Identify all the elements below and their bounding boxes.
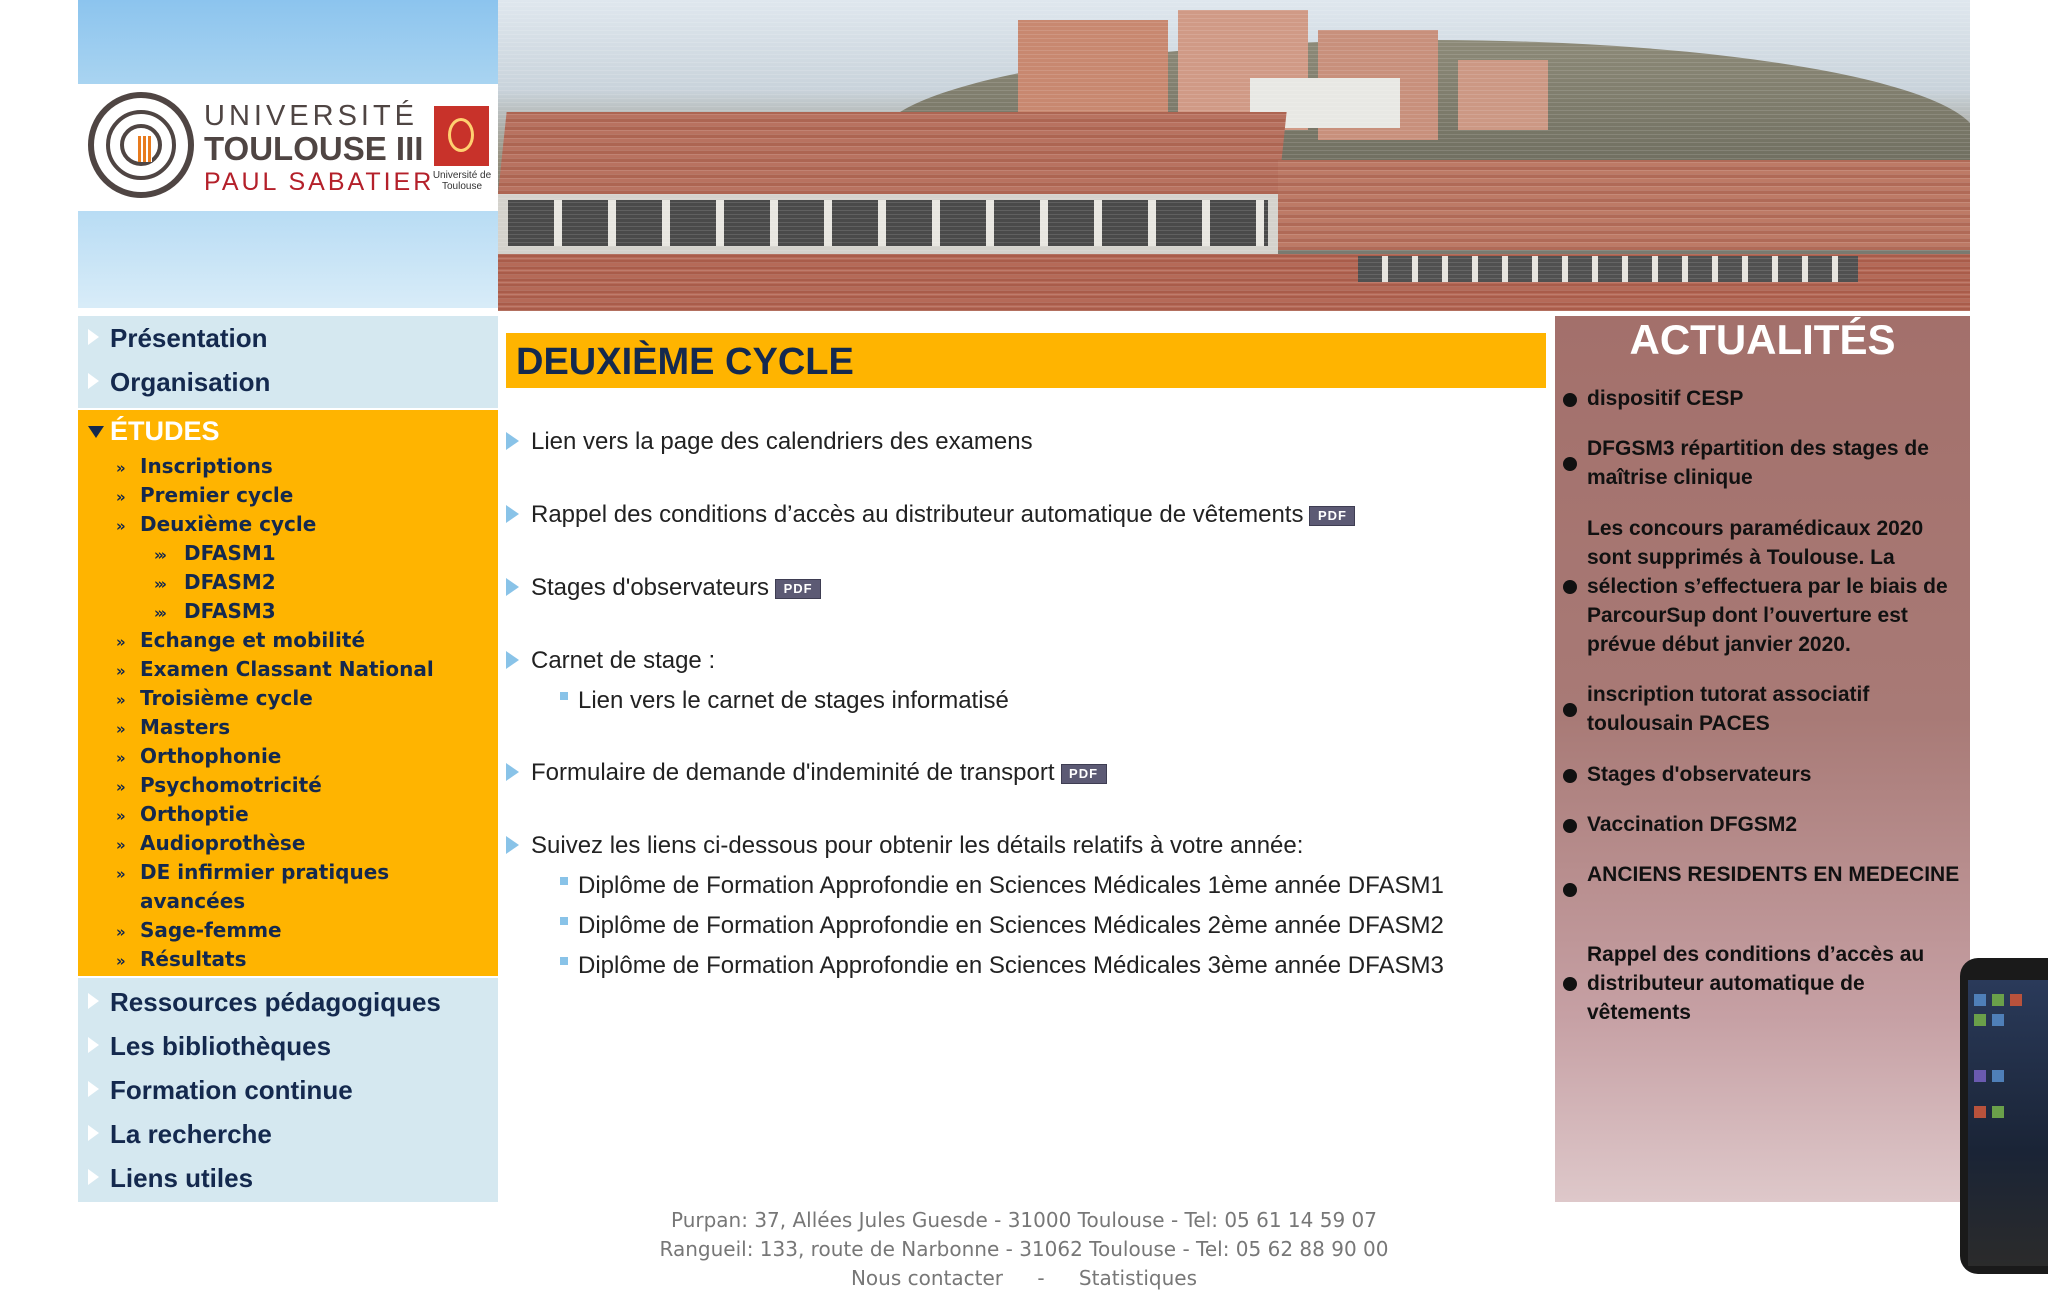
nav-item-label: Les bibliothèques — [110, 1031, 332, 1061]
subnav-dfasm1[interactable]: »› DFASM1 — [154, 541, 276, 565]
triangle-right-icon — [506, 651, 519, 669]
double-chevron-icon: » — [116, 923, 123, 941]
double-chevron-icon: » — [116, 749, 123, 767]
nav-item-recherche[interactable] — [78, 1112, 498, 1156]
news-title: ACTUALITÉS — [1629, 316, 1896, 363]
subnav-psychomotricite[interactable]: » Psychomotricité — [116, 773, 322, 797]
link-calendriers-examens[interactable]: Lien vers la page des calendriers des examens — [506, 428, 1033, 456]
triangle-right-icon — [88, 1125, 99, 1141]
header-logo-area — [78, 0, 498, 308]
nav-item-label: Formation continue — [110, 1075, 353, 1105]
page — [78, 0, 1970, 1315]
triangle-right-icon — [88, 1037, 99, 1053]
square-bullet-icon — [560, 692, 568, 700]
link-stages-observateurs[interactable]: Stages d'observateurs PDF — [506, 574, 821, 602]
square-bullet-icon — [560, 957, 568, 965]
triple-chevron-icon: »› — [154, 575, 164, 593]
page-title: DEUXIÈME CYCLE — [516, 341, 854, 383]
news-item[interactable]: Stages d'observateurs — [1587, 760, 1963, 789]
triangle-right-icon — [506, 763, 519, 781]
triangle-right-icon — [506, 836, 519, 854]
double-chevron-icon: » — [116, 691, 123, 709]
suivez-liens-label: Suivez les liens ci-dessous pour obtenir les détails relatifs à votre année: — [506, 832, 1303, 860]
floating-app-preview[interactable] — [1960, 958, 2048, 1274]
nav-item-label: Organisation — [110, 367, 271, 397]
bullet-icon — [1563, 977, 1577, 991]
news-item[interactable]: Rappel des conditions d’accès au distributeur automatique de vêtements — [1587, 940, 1963, 1027]
double-chevron-icon: » — [116, 778, 123, 796]
double-chevron-icon: » — [116, 662, 123, 680]
emblem-caption: Université de Toulouse — [432, 170, 492, 192]
subnav-examen-classant-national[interactable]: » Examen Classant National — [116, 657, 434, 681]
nav-item-presentation[interactable] — [78, 316, 498, 360]
nav-item-formation-continue[interactable] — [78, 1068, 498, 1112]
logo-line-2: TOULOUSE III — [204, 130, 424, 167]
subnav-premier-cycle[interactable]: » Premier cycle — [116, 483, 294, 507]
double-chevron-icon: » — [116, 836, 123, 854]
news-item[interactable]: Les concours paramédicaux 2020 sont supprimés à Toulouse. La sélection s’effectuera par le biais de ParcourSup dont l’ouverture est prévue début janvier 2020. — [1587, 514, 1963, 659]
news-sidebar — [1555, 316, 1970, 1202]
link-dfasm1[interactable]: Diplôme de Formation Approfondie en Sciences Médicales 1ème année DFASM1 — [560, 872, 1444, 900]
subnav-echange-mobilite[interactable]: » Echange et mobilité — [116, 628, 366, 652]
subnav-orthophonie[interactable]: » Orthophonie — [116, 744, 282, 768]
news-item[interactable]: ANCIENS RESIDENTS EN MEDECINE — [1587, 860, 1963, 889]
nav-item-label: La recherche — [110, 1119, 272, 1149]
pdf-icon[interactable]: PDF — [1309, 506, 1355, 526]
triangle-right-icon — [506, 505, 519, 523]
footer-links — [78, 1264, 1970, 1293]
subnav-troisieme-cycle[interactable]: » Troisième cycle — [116, 686, 313, 710]
app-preview-screen — [1968, 980, 2048, 1266]
double-chevron-icon: » — [116, 633, 123, 651]
news-item[interactable]: inscription tutorat associatif toulousain PACES — [1587, 680, 1963, 738]
triangle-right-icon — [88, 1081, 99, 1097]
subnav-audioprothese[interactable]: » Audioprothèse — [116, 831, 306, 855]
double-chevron-icon: » — [116, 517, 123, 535]
contact-link[interactable]: Nous contacter — [850, 1266, 1003, 1290]
link-carnet-stages-informatise[interactable]: Lien vers le carnet de stages informatisé — [560, 687, 1009, 715]
subnav-dfasm3[interactable]: »› DFASM3 — [154, 599, 276, 623]
subnav-orthoptie[interactable]: » Orthoptie — [116, 802, 249, 826]
subnav-dfasm2[interactable]: »› DFASM2 — [154, 570, 276, 594]
bullet-icon — [1563, 393, 1577, 407]
subnav-deuxieme-cycle[interactable]: » Deuxième cycle — [116, 512, 317, 536]
square-bullet-icon — [560, 877, 568, 885]
subnav-resultats[interactable]: » Résultats — [116, 947, 247, 971]
sidebar-nav — [78, 316, 498, 1202]
double-chevron-icon: » — [116, 865, 123, 883]
subnav-inscriptions[interactable]: » Inscriptions — [116, 454, 273, 478]
carnet-de-stage-label: Carnet de stage : — [506, 647, 715, 675]
university-logo[interactable] — [78, 84, 498, 211]
footer-separator: - — [1037, 1266, 1045, 1290]
triangle-right-icon — [88, 329, 99, 345]
triangle-right-icon — [506, 578, 519, 596]
link-rappel-conditions[interactable]: Rappel des conditions d’accès au distributeur automatique de vêtements PDF — [506, 501, 1355, 529]
double-chevron-icon: » — [116, 488, 123, 506]
bullet-icon — [1563, 883, 1577, 897]
nav-item-organisation[interactable] — [78, 360, 498, 404]
footer-address-rangueil: Rangueil: 133, route de Narbonne - 31062 Toulouse - Tel: 05 62 88 90 00 — [659, 1237, 1389, 1261]
nav-item-label: Liens utiles — [110, 1163, 254, 1193]
nav-item-label: Présentation — [110, 323, 268, 353]
nav-item-bibliotheques[interactable] — [78, 1024, 498, 1068]
subnav-de-infirmier[interactable]: » DE infirmier pratiques — [116, 860, 390, 884]
stats-link[interactable]: Statistiques — [1078, 1266, 1198, 1290]
double-chevron-icon: » — [116, 952, 123, 970]
bullet-icon — [1563, 769, 1577, 783]
triangle-right-icon — [88, 993, 99, 1009]
footer — [78, 1206, 1970, 1293]
subnav-masters[interactable]: » Masters — [116, 715, 231, 739]
news-item[interactable]: DFGSM3 répartition des stages de maîtrise clinique — [1587, 434, 1963, 492]
news-item[interactable]: Vaccination DFGSM2 — [1587, 810, 1963, 839]
main-content — [506, 316, 1546, 1202]
pdf-icon[interactable]: PDF — [775, 579, 821, 599]
logo-line-3: PAUL SABATIER — [204, 168, 435, 196]
logo-line-1: UNIVERSITÉ — [204, 100, 419, 132]
page-title-bar — [506, 333, 1546, 388]
subnav-sage-femme[interactable]: » Sage-femme — [116, 918, 282, 942]
bullet-icon — [1563, 819, 1577, 833]
footer-address-purpan: Purpan: 37, Allées Jules Guesde - 31000 Toulouse - Tel: 05 61 14 59 07 — [670, 1208, 1377, 1232]
triangle-down-icon — [88, 426, 104, 438]
double-chevron-icon: » — [116, 720, 123, 738]
header-banner-photo — [498, 0, 1970, 311]
triple-chevron-icon: »› — [154, 604, 164, 622]
square-bullet-icon — [560, 917, 568, 925]
triangle-right-icon — [88, 1169, 99, 1185]
triangle-right-icon — [88, 373, 99, 389]
bullet-icon — [1563, 703, 1577, 717]
link-formulaire-transport[interactable]: Formulaire de demande d'indeminité de transport PDF — [506, 759, 1107, 787]
bullet-icon — [1563, 457, 1577, 471]
pdf-icon[interactable]: PDF — [1061, 764, 1107, 784]
triple-chevron-icon: »› — [154, 546, 164, 564]
double-chevron-icon: » — [116, 807, 123, 825]
bullet-icon — [1563, 580, 1577, 594]
nav-item-etudes[interactable]: ÉTUDES — [110, 416, 220, 446]
nav-item-liens-utiles[interactable] — [78, 1156, 498, 1200]
double-chevron-icon: » — [116, 459, 123, 477]
news-item[interactable]: dispositif CESP — [1587, 384, 1963, 413]
nav-item-ressources[interactable] — [78, 980, 498, 1024]
emblem-icon — [434, 106, 489, 166]
nav-section-etudes — [78, 408, 498, 978]
link-dfasm2[interactable]: Diplôme de Formation Approfondie en Sciences Médicales 2ème année DFASM2 — [560, 912, 1444, 940]
triangle-right-icon — [506, 432, 519, 450]
seal-icon — [88, 92, 194, 198]
nav-item-label: Ressources pédagogiques — [110, 987, 441, 1017]
subnav-de-infirmier-cont[interactable]: avancées — [140, 889, 246, 913]
link-dfasm3[interactable]: Diplôme de Formation Approfondie en Sciences Médicales 3ème année DFASM3 — [560, 952, 1444, 980]
